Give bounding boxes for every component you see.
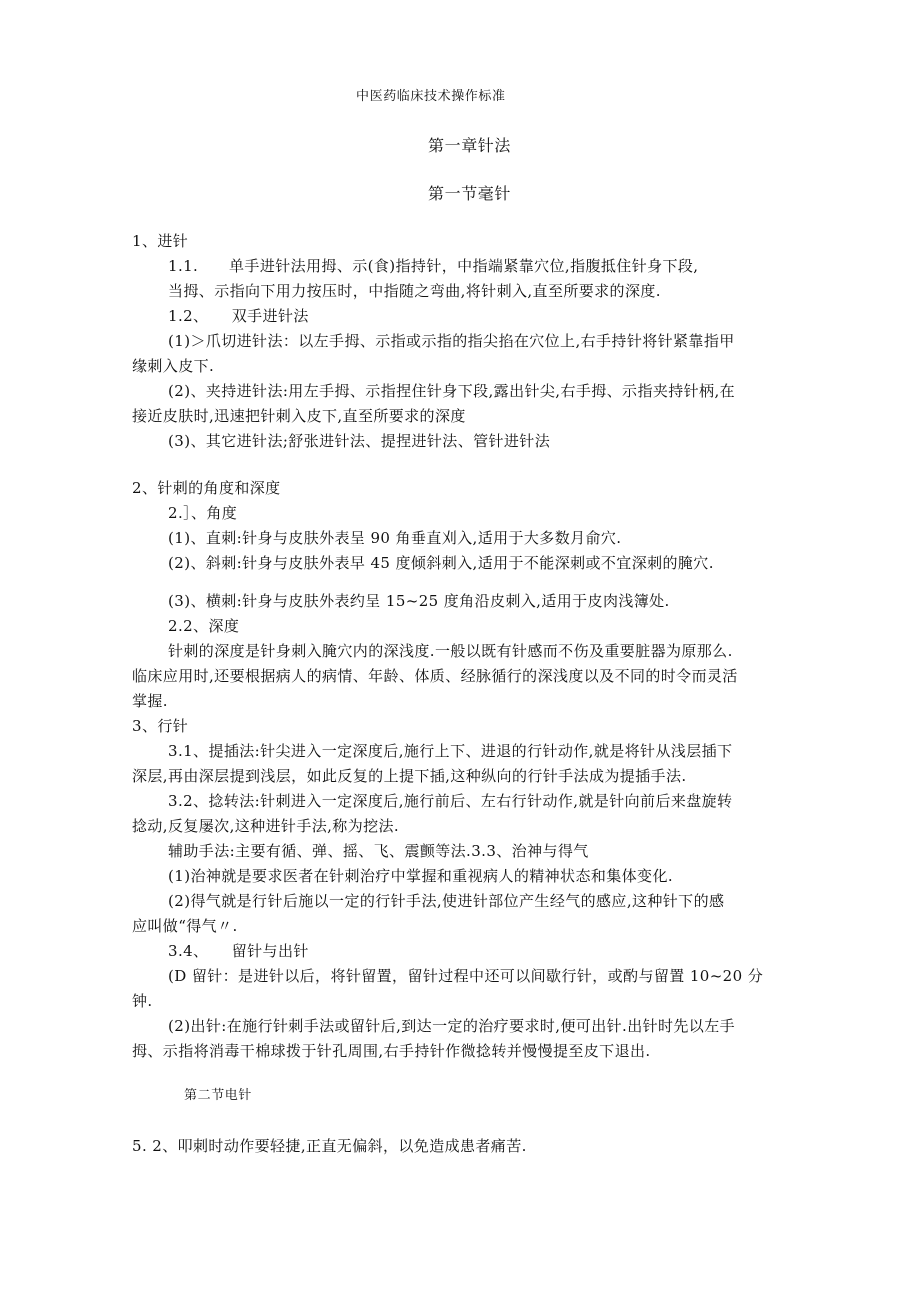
paragraph-line: (2)出针:在施行针刺手法或留针后,到达一定的治疗要求时,便可出针.出针时先以左手 <box>168 1017 736 1035</box>
heading-angle-depth: 2、针刺的角度和深度 <box>132 479 281 497</box>
document-title: 中医药临床技术操作标准 <box>356 89 506 104</box>
paragraph-line: (3)、其它进针法;舒张进针法、提捏进针法、管针进针法 <box>168 432 551 450</box>
paragraph-line: (1)治神就是要求医者在针刺治疗中掌握和重视病人的精神状态和集体变化. <box>168 867 674 885</box>
section-1-title: 第一节毫针 <box>428 184 512 203</box>
subheading: 3.4、 留针与出针 <box>168 942 309 960</box>
paragraph-line: 5. 2、叩刺时动作要轻捷,正直无偏斜，以免造成患者痛苦. <box>132 1137 527 1155</box>
paragraph-line: 应叫做“得气〃. <box>132 917 238 935</box>
heading-insertion: 1、进针 <box>132 232 189 250</box>
subheading: 2.2、深度 <box>168 617 240 635</box>
heading-manipulation: 3、行针 <box>132 717 189 735</box>
paragraph-line: (1)＞爪切进针法：以左手拇、示指或示指的指尖掐在穴位上,右手持针将针紧靠指甲 <box>168 332 735 350</box>
paragraph-line: 掌握. <box>132 692 168 710</box>
paragraph-line: 拇、示指将消毒干棉球拨于针孔周围,右手持针作微捻转并慢慢提至皮下退出. <box>132 1042 651 1060</box>
paragraph-line: 缘刺入皮下. <box>132 357 215 375</box>
paragraph-line: (3)、横刺:针身与皮肤外表约呈 15~25 度角沿皮刺入,适用于皮肉浅簿处. <box>168 592 670 610</box>
paragraph-line: (2)、斜刺:针身与皮肤外表早 45 度倾斜刺入,适用于不能深刺或不宜深刺的腌穴. <box>168 554 714 572</box>
paragraph-line: (D 留针：是进针以后，将针留置，留针过程中还可以间歇行针，或酌与留置 10~20 分 <box>168 967 764 985</box>
paragraph-line: (1)、直刺:针身与皮肤外表呈 90 角垂直刈入,适用于大多数月俞穴. <box>168 529 622 547</box>
paragraph-line: 1.1. 单手进针法用拇、示(食)指持针，中指端紧靠穴位,指腹抵住针身下段, <box>168 257 699 275</box>
paragraph-line: 钟. <box>132 992 153 1010</box>
subheading: 2.］、角度 <box>168 504 238 522</box>
chapter-title: 第一章针法 <box>428 136 512 155</box>
paragraph-line: 临床应用时,还要根据病人的病情、年龄、体质、经脉循行的深浅度以及不同的时令而灵活 <box>132 667 738 685</box>
paragraph-line: 当拇、示指向下用力按压时，中指随之弯曲,将针刺入,直至所要求的深度. <box>168 282 661 300</box>
paragraph-line: 深层,再由深层提到浅层，如此反复的上提下插,这种纵向的行针手法成为提插手法. <box>132 767 687 785</box>
paragraph-line: 3.1、提插法:针尖进入一定深度后,施行上下、进退的行针动作,就是将针从浅层插下 <box>168 742 733 760</box>
section-2-title: 第二节电针 <box>184 1088 253 1103</box>
paragraph-line: 捻动,反复屡次,这种进针手法,称为挖法. <box>132 817 400 835</box>
subheading: 1.2、 双手进针法 <box>168 307 309 325</box>
paragraph-line: (2)得气就是行针后施以一定的行针手法,使进针部位产生经气的感应,这种针下的感 <box>168 892 725 910</box>
paragraph-line: (2)、夹持进针法:用左手拇、示指捏住针身下段,露出针尖,右手拇、示指夹持针柄,在 <box>168 382 736 400</box>
paragraph-line: 辅助手法:主要有循、弹、摇、飞、震颤等法.3.3、治神与得气 <box>168 842 589 860</box>
paragraph-line: 3.2、捻转法:针刺进入一定深度后,施行前后、左右行针动作,就是针向前后来盘旋转 <box>168 792 733 810</box>
paragraph-line: 针刺的深度是针身刺入腌穴内的深浅度.一般以既有针感而不伤及重要脏器为原那么. <box>168 642 733 660</box>
paragraph-line: 接近皮肤时,迅速把针刺入皮下,直至所要求的深度 <box>132 407 466 425</box>
